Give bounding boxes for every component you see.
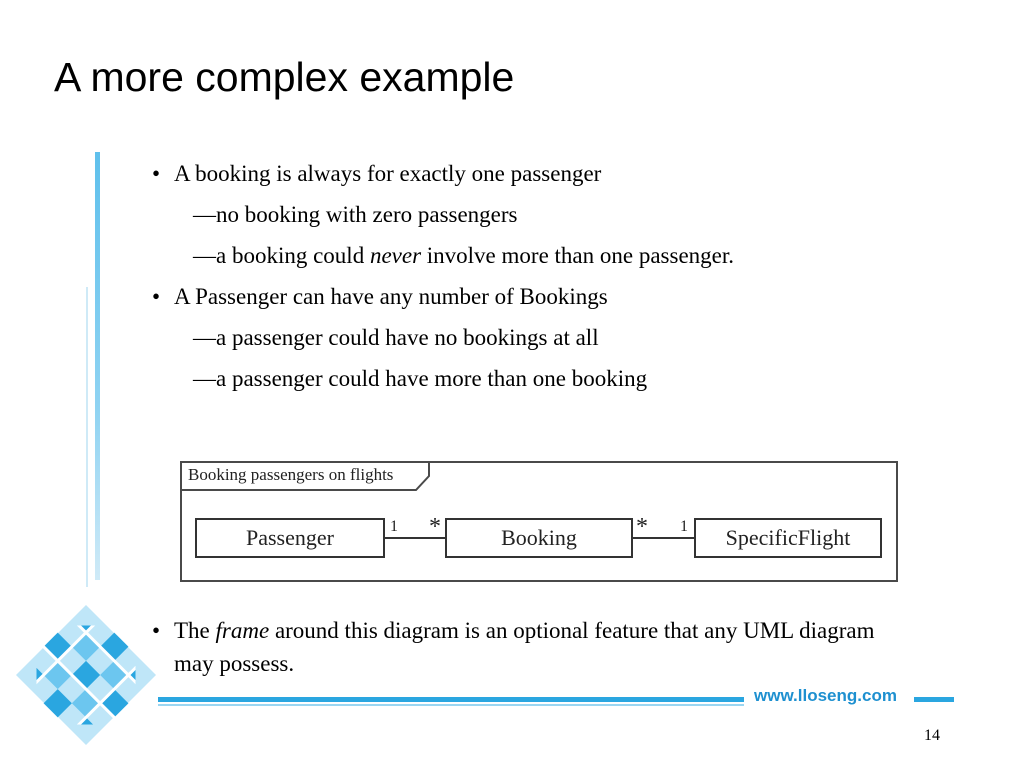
multiplicity-label: * [429,514,441,540]
bullet-dot: • [152,161,161,186]
footer-rule [158,697,744,702]
footer-url[interactable]: www.lloseng.com [754,686,897,705]
decorative-vertical-bar [95,152,100,580]
sub-bullet-text: —a passenger could have more than one booking [193,366,648,391]
page-number: 14 [924,727,940,744]
sub-bullet-item [152,242,734,270]
sub-bullet-text: —a passenger could have no bookings at all [193,325,599,350]
sub-bullet-text: —no booking with zero passengers [193,202,518,227]
multiplicity-label: 1 [390,518,398,535]
multiplicity-label: * [636,514,648,540]
sub-bullet-text-prefix: —a booking could [193,243,370,268]
class-booking: Booking [445,518,633,558]
bullet-dot: • [152,284,161,309]
emphasis-never: never [369,243,422,268]
note-suffix: around this diagram is an optional feature that any UML diagram may possess. [174,618,875,676]
multiplicity-label: 1 [680,518,688,535]
slide-title: A more complex example [54,54,515,100]
bullet-text: A booking is always for exactly one passenger [174,161,602,186]
sub-bullet-item [152,324,599,352]
bullet-dot: • [152,618,161,643]
note-text [152,614,892,680]
class-specificflight: SpecificFlight [694,518,882,558]
footer-rule-thin [158,704,744,706]
checkered-diamond-logo [16,600,166,750]
bullet-item [152,283,608,311]
bullet-text: A Passenger can have any number of Bookings [174,284,608,309]
sub-bullet-item [152,365,647,393]
bullet-item [152,160,601,188]
sub-bullet-text-suffix: involve more than one passenger. [421,243,735,268]
emphasis-frame: frame [215,618,270,643]
uml-frame-label: Booking passengers on flights [188,465,394,484]
note-bullet [152,614,892,680]
class-passenger: Passenger [195,518,385,558]
sub-bullet-item [152,201,518,229]
footer-rule-end [914,697,954,702]
decorative-vertical-line [86,287,88,587]
note-prefix: The [174,618,216,643]
